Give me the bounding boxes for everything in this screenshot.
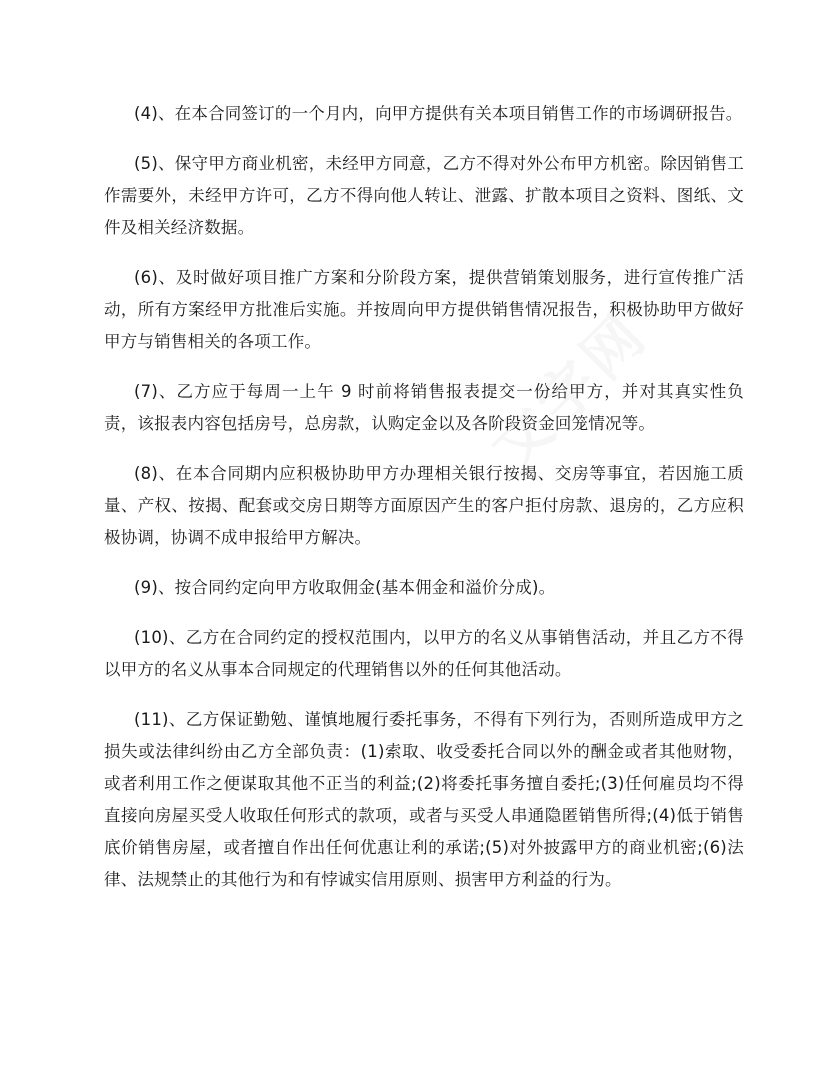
document-body	[104, 98, 744, 914]
clause-10: (10)、乙方在合同约定的授权范围内，以甲方的名义从事销售活动，并且乙方不得以甲方的名义从事本合同规定的代理销售以外的任何其他活动。	[104, 628, 744, 679]
clause-11: (11)、乙方保证勤勉、谨慎地履行委托事务，不得有下列行为，否则所造成甲方之损失或法律纠纷由乙方全部负责：(1)索取、收受委托合同以外的酬金或者其他财物，或者利用工作之便谋取其他不正当的利益;(2)将委托事务擅自委托;(3)任何雇员均不得直接向房屋买受人收取任何形式的款项，或者与买受人串通隐匿销售所得;(4)低于销售底价销售房屋，或者擅自作出任何优惠让利的承诺;(5)对外披露甲方的商业机密;(6)法律、法规禁止的其他行为和有悖诚实信用原则、损害甲方利益的行为。	[104, 710, 744, 889]
clause-8: (8)、在本合同期内应积极协助甲方办理相关银行按揭、交房等事宜，若因施工质量、产权、按揭、配套或交房日期等方面原因产生的客户拒付房款、退房的，乙方应积极协调，协调不成申报给甲方解决。	[104, 464, 744, 547]
clause-7: (7)、乙方应于每周一上午 9 时前将销售报表提交一份给甲方，并对其真实性负责，该报表内容包括房号，总房款，认购定金以及各阶段资金回笼情况等。	[104, 382, 744, 433]
clause-9: (9)、按合同约定向甲方收取佣金(基本佣金和溢价分成)。	[134, 578, 556, 597]
clause-5: (5)、保守甲方商业机密，未经甲方同意，乙方不得对外公布甲方机密。除因销售工作需要外，未经甲方许可，乙方不得向他人转让、泄露、扩散本项目之资料、图纸、文件及相关经济数据。	[104, 154, 744, 237]
clause-4: (4)、在本合同签订的一个月内，向甲方提供有关本项目销售工作的市场调研报告。	[134, 104, 743, 123]
clause-6: (6)、及时做好项目推广方案和分阶段方案，提供营销策划服务，进行宣传推广活动，所有方案经甲方批准后实施。并按周向甲方提供销售情况报告，积极协助甲方做好甲方与销售相关的各项工作。	[104, 268, 744, 351]
